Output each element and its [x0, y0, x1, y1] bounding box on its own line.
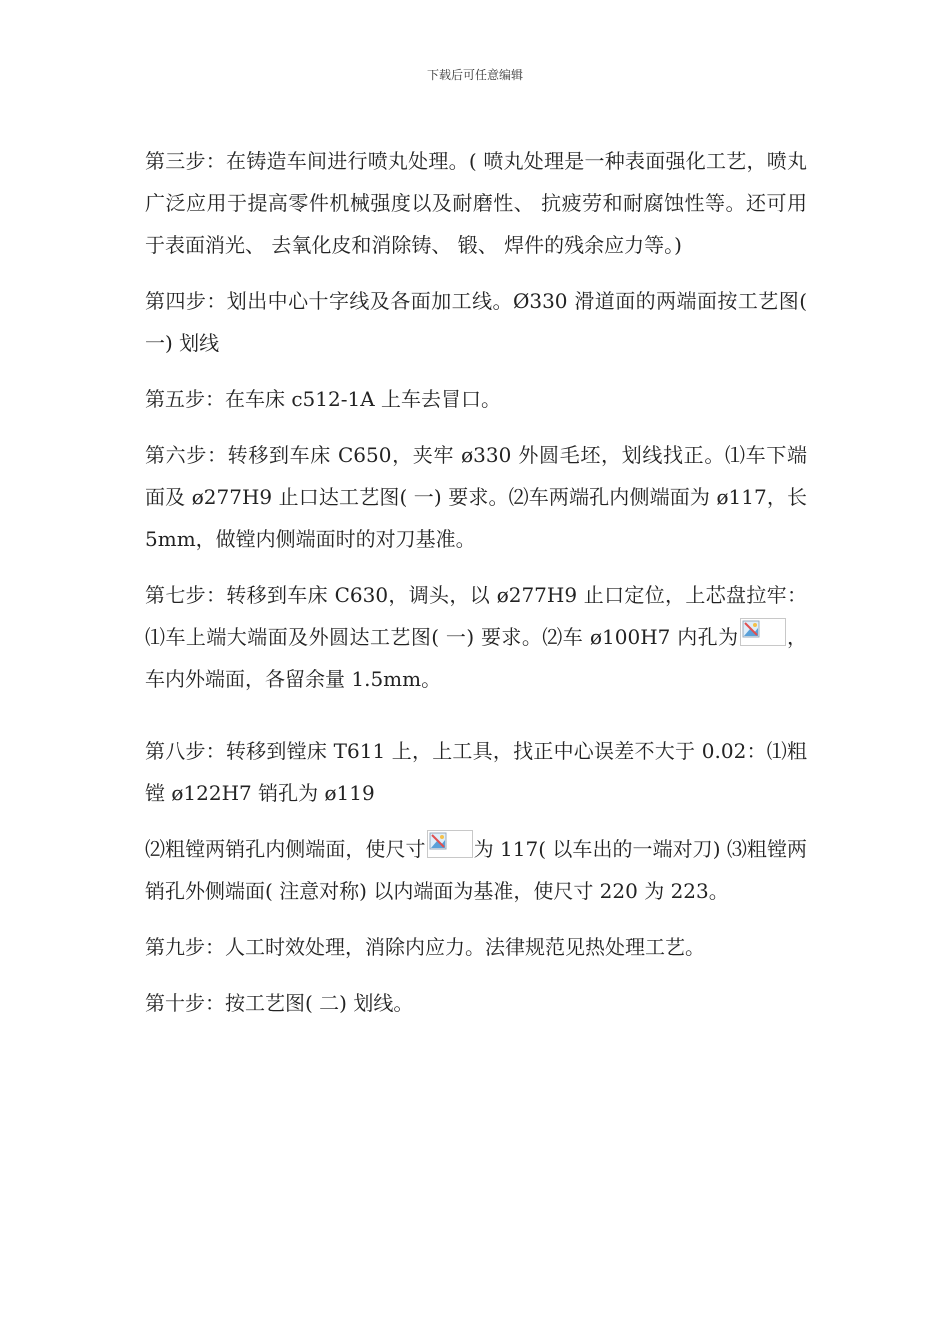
step-6-paragraph: 第六步：转移到车床 C650，夹牢 ø330 外圆毛坯，划线找正。⑴车下端面及 ø277H9 止口达工艺图( 一) 要求。⑵车两端孔内侧端面为 ø117，长 5mm，做镗内侧端面时的对刀基准。	[145, 443, 807, 551]
page-header: 下载后可任意编辑	[426, 68, 523, 82]
step-4-paragraph: 第四步：划出中心十字线及各面加工线。Ø330 滑道面的两端面按工艺图( 一) 划线	[145, 289, 807, 355]
step-8-paragraph: 第八步：转移到镗床 T611 上，上工具，找正中心误差不大于 0.02：⑴粗镗 ø122H7 销孔为 ø119	[145, 739, 807, 805]
step-10-paragraph: 第十步：按工艺图( 二) 划线。	[145, 991, 414, 1015]
document-body	[145, 140, 807, 1038]
step-3-paragraph: 第三步：在铸造车间进行喷丸处理。( 喷丸处理是一种表面强化工艺，喷丸广泛应用于提高零件机械强度以及耐磨性、 抗疲劳和耐腐蚀性等。还可用于表面消光、 去氧化皮和消除铸、 锻、 焊件的残余应力等。)	[145, 149, 807, 257]
step-8-text-b: 为 117( 以车出的一端对刀) ⑶粗镗两销孔外侧端面( 注意对称) 以内端面为基准，使尺寸 220 为 223。	[145, 837, 808, 903]
step-9-paragraph: 第九步：人工时效处理，消除内应力。法律规范见热处理工艺。	[145, 935, 705, 959]
step-7-paragraph	[145, 574, 807, 700]
step-7-text-a: 第七步：转移到车床 C630，调头，以 ø277H9 止口定位，上芯盘拉牢：⑴车上端大端面及外圆达工艺图( 一) 要求。⑵车 ø100H7 内孔为	[145, 583, 807, 649]
step-5-paragraph: 第五步：在车床 c512-1A 上车去冒口。	[145, 387, 502, 411]
step-8-text-a: ⑵粗镗两销孔内侧端面，使尺寸	[145, 837, 426, 861]
step-8-continued-paragraph	[145, 828, 807, 912]
step-7-text-b: ，车内外端面，各留余量 1.5mm。	[145, 625, 807, 691]
broken-image-icon	[740, 618, 786, 646]
broken-image-icon	[427, 830, 473, 858]
